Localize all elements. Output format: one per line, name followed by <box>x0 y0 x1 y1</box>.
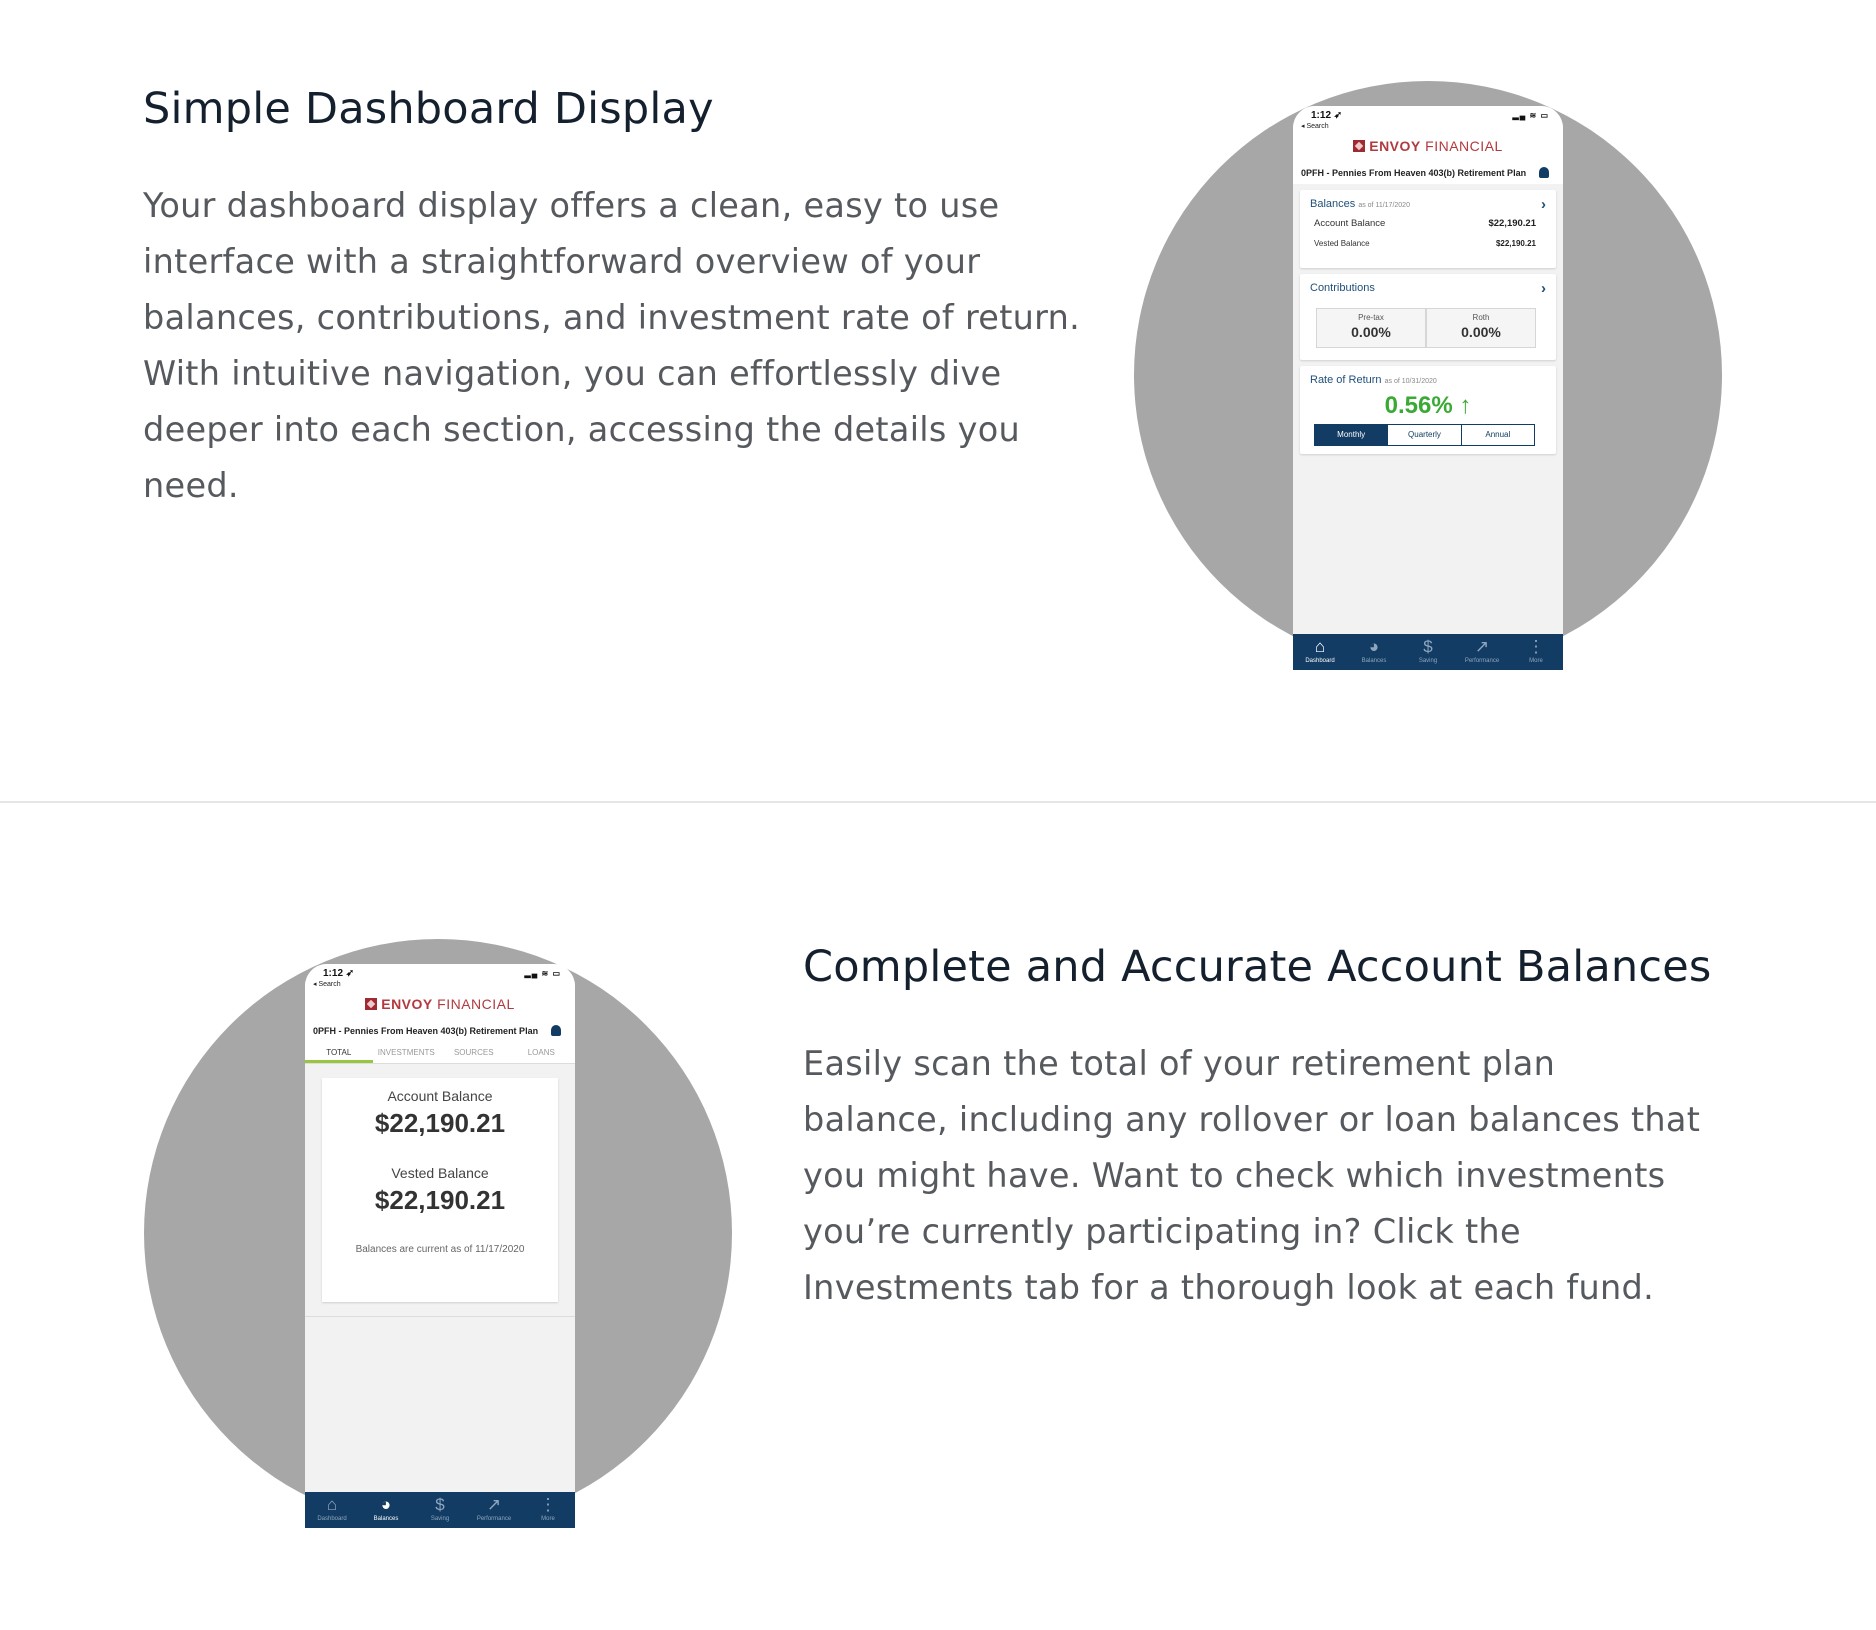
nav-saving[interactable] <box>1401 634 1455 670</box>
trend-icon: ↗ <box>1474 637 1490 656</box>
brand-name-light: FINANCIAL <box>1425 138 1503 154</box>
nav-more-label: More <box>541 1516 555 1522</box>
nav-performance[interactable] <box>1455 634 1509 670</box>
account-balance-label: Account Balance <box>1314 218 1386 229</box>
pretax-label: Pre-tax <box>1358 313 1384 322</box>
signal-wifi-battery-icon: ▂▄ ≋ ▭ <box>1512 111 1549 120</box>
account-balance-value: $22,190.21 <box>374 1108 506 1138</box>
balances-title: Balances <box>1310 198 1356 210</box>
contributions-card-title <box>1300 274 1556 298</box>
phone-header <box>305 964 575 1042</box>
vested-balance-row <box>1300 234 1556 254</box>
bell-icon[interactable] <box>1539 167 1549 178</box>
nav-dashboard[interactable] <box>1293 634 1347 670</box>
nav-balances-label: Balances <box>1361 658 1387 664</box>
tab-total[interactable]: TOTAL <box>305 1042 373 1063</box>
status-bar <box>305 964 575 986</box>
vested-balance-label: Vested Balance <box>1314 239 1370 248</box>
nav-more-label: More <box>1529 658 1543 664</box>
ror-value: 0.56% ↑ <box>1384 392 1472 419</box>
pretax-box <box>1316 308 1426 348</box>
vested-balance-value: $22,190.21 <box>1495 239 1536 248</box>
nav-more[interactable] <box>1509 634 1563 670</box>
vested-balance-value: $22,190.21 <box>374 1185 506 1215</box>
home-icon: ⌂ <box>1314 637 1326 656</box>
more-dots-icon: ⋮ <box>539 1495 557 1514</box>
plan-name: 0PFH - Pennies From Heaven 403(b) Retirement Plan <box>313 1026 539 1036</box>
nav-dashboard[interactable] <box>305 1492 359 1528</box>
account-balance-value: $22,190.21 <box>1488 218 1536 229</box>
envoy-financial-logo <box>305 986 575 1020</box>
pie-chart-icon: ◕ <box>380 1495 392 1514</box>
tab-investments[interactable]: INVESTMENTS <box>377 1048 435 1057</box>
pie-chart-icon: ◕ <box>1368 637 1380 656</box>
rate-of-return-card <box>1300 366 1556 454</box>
nav-saving[interactable] <box>413 1492 467 1528</box>
back-to-search-link[interactable]: ◂ Search <box>313 981 341 988</box>
plan-name: 0PFH - Pennies From Heaven 403(b) Retirement Plan <box>1301 168 1527 178</box>
roth-value: 0.00% <box>1461 324 1501 340</box>
nav-performance-label: Performance <box>476 1516 512 1522</box>
contribution-rates <box>1300 298 1556 358</box>
balances-current-note: Balances are current as of 11/17/2020 <box>355 1244 525 1255</box>
brand-name-light: FINANCIAL <box>437 996 515 1012</box>
bell-icon[interactable] <box>551 1025 561 1036</box>
nav-balances-label: Balances <box>373 1516 399 1522</box>
nav-performance[interactable] <box>467 1492 521 1528</box>
plan-selector[interactable] <box>305 1020 575 1042</box>
dollar-icon: $ <box>435 1495 445 1514</box>
brand-name-bold: ENVOY <box>1369 138 1421 154</box>
bottom-nav <box>305 1492 575 1528</box>
nav-balances[interactable] <box>1347 634 1401 670</box>
envoy-financial-logo <box>1293 128 1563 162</box>
status-time: 1:12 ➶ <box>323 968 355 979</box>
section-2-body: Easily scan the total of your retirement plan balance, including any rollover or loan balances that you might have. Want to check which investments you’re currently participating in? Click the Investments tab for a thorough look at each fund. <box>803 1044 1701 1307</box>
balances-phone-screenshot <box>305 964 575 1528</box>
status-bar <box>1293 106 1563 128</box>
nav-performance-label: Performance <box>1464 658 1500 664</box>
account-balance-label: Account Balance <box>387 1088 493 1104</box>
period-monthly[interactable]: Monthly <box>1315 425 1387 445</box>
balances-card-title <box>1300 190 1556 214</box>
nav-saving-label: Saving <box>1418 658 1438 664</box>
content-separator <box>305 1316 575 1317</box>
phone-header <box>1293 106 1563 184</box>
back-to-search-link[interactable]: ◂ Search <box>1301 123 1329 130</box>
nav-balances[interactable] <box>359 1492 413 1528</box>
period-annual[interactable]: Annual <box>1461 425 1534 445</box>
signal-wifi-battery-icon: ▂▄ ≋ ▭ <box>524 969 561 978</box>
dashboard-phone-screenshot <box>1293 106 1563 670</box>
envoy-logo-icon <box>1353 140 1365 152</box>
plan-selector[interactable] <box>1293 162 1563 184</box>
dollar-icon: $ <box>1423 637 1433 656</box>
nav-dashboard-label: Dashboard <box>1305 658 1335 664</box>
nav-saving-label: Saving <box>430 1516 450 1522</box>
roth-box <box>1426 308 1536 348</box>
balance-tabs <box>305 1042 575 1064</box>
bottom-nav <box>1293 634 1563 670</box>
nav-more[interactable] <box>521 1492 575 1528</box>
status-time: 1:12 ➶ <box>1311 110 1343 121</box>
ror-period-selector[interactable] <box>1314 424 1535 446</box>
ror-as-of: as of 10/31/2020 <box>1384 378 1437 385</box>
section-divider <box>0 801 1876 803</box>
total-balance-card <box>322 1078 558 1302</box>
period-quarterly[interactable]: Quarterly <box>1387 425 1460 445</box>
nav-dashboard-label: Dashboard <box>317 1516 347 1522</box>
contributions-title: Contributions <box>1310 282 1375 294</box>
tab-loans[interactable]: LOANS <box>527 1048 555 1057</box>
chevron-right-icon[interactable]: › <box>1541 280 1546 297</box>
more-dots-icon: ⋮ <box>1527 637 1545 656</box>
trend-icon: ↗ <box>486 1495 502 1514</box>
balances-card[interactable] <box>1300 190 1556 268</box>
balances-as-of: as of 11/17/2020 <box>1358 202 1410 209</box>
ror-title: Rate of Return <box>1310 374 1382 386</box>
brand-name-bold: ENVOY <box>381 996 433 1012</box>
chevron-right-icon[interactable]: › <box>1541 196 1546 213</box>
section-2-title: Complete and Accurate Account Balances <box>803 942 1712 992</box>
account-balance-row <box>1300 214 1556 234</box>
ror-card-title <box>1300 366 1556 390</box>
roth-label: Roth <box>1472 313 1490 322</box>
section-1-title: Simple Dashboard Display <box>143 84 714 134</box>
contributions-card[interactable] <box>1300 274 1556 360</box>
home-icon: ⌂ <box>326 1495 338 1514</box>
tab-sources[interactable]: SOURCES <box>453 1048 494 1057</box>
section-1-body: Your dashboard display offers a clean, easy to use interface with a straightforward overview of your balances, contributions, and investment rate of return. With intuitive navigation, you can effortlessly dive deeper into each section, accessing the details you need. <box>143 186 1081 505</box>
envoy-logo-icon <box>365 998 377 1010</box>
pretax-value: 0.00% <box>1351 324 1391 340</box>
vested-balance-label: Vested Balance <box>391 1165 489 1181</box>
